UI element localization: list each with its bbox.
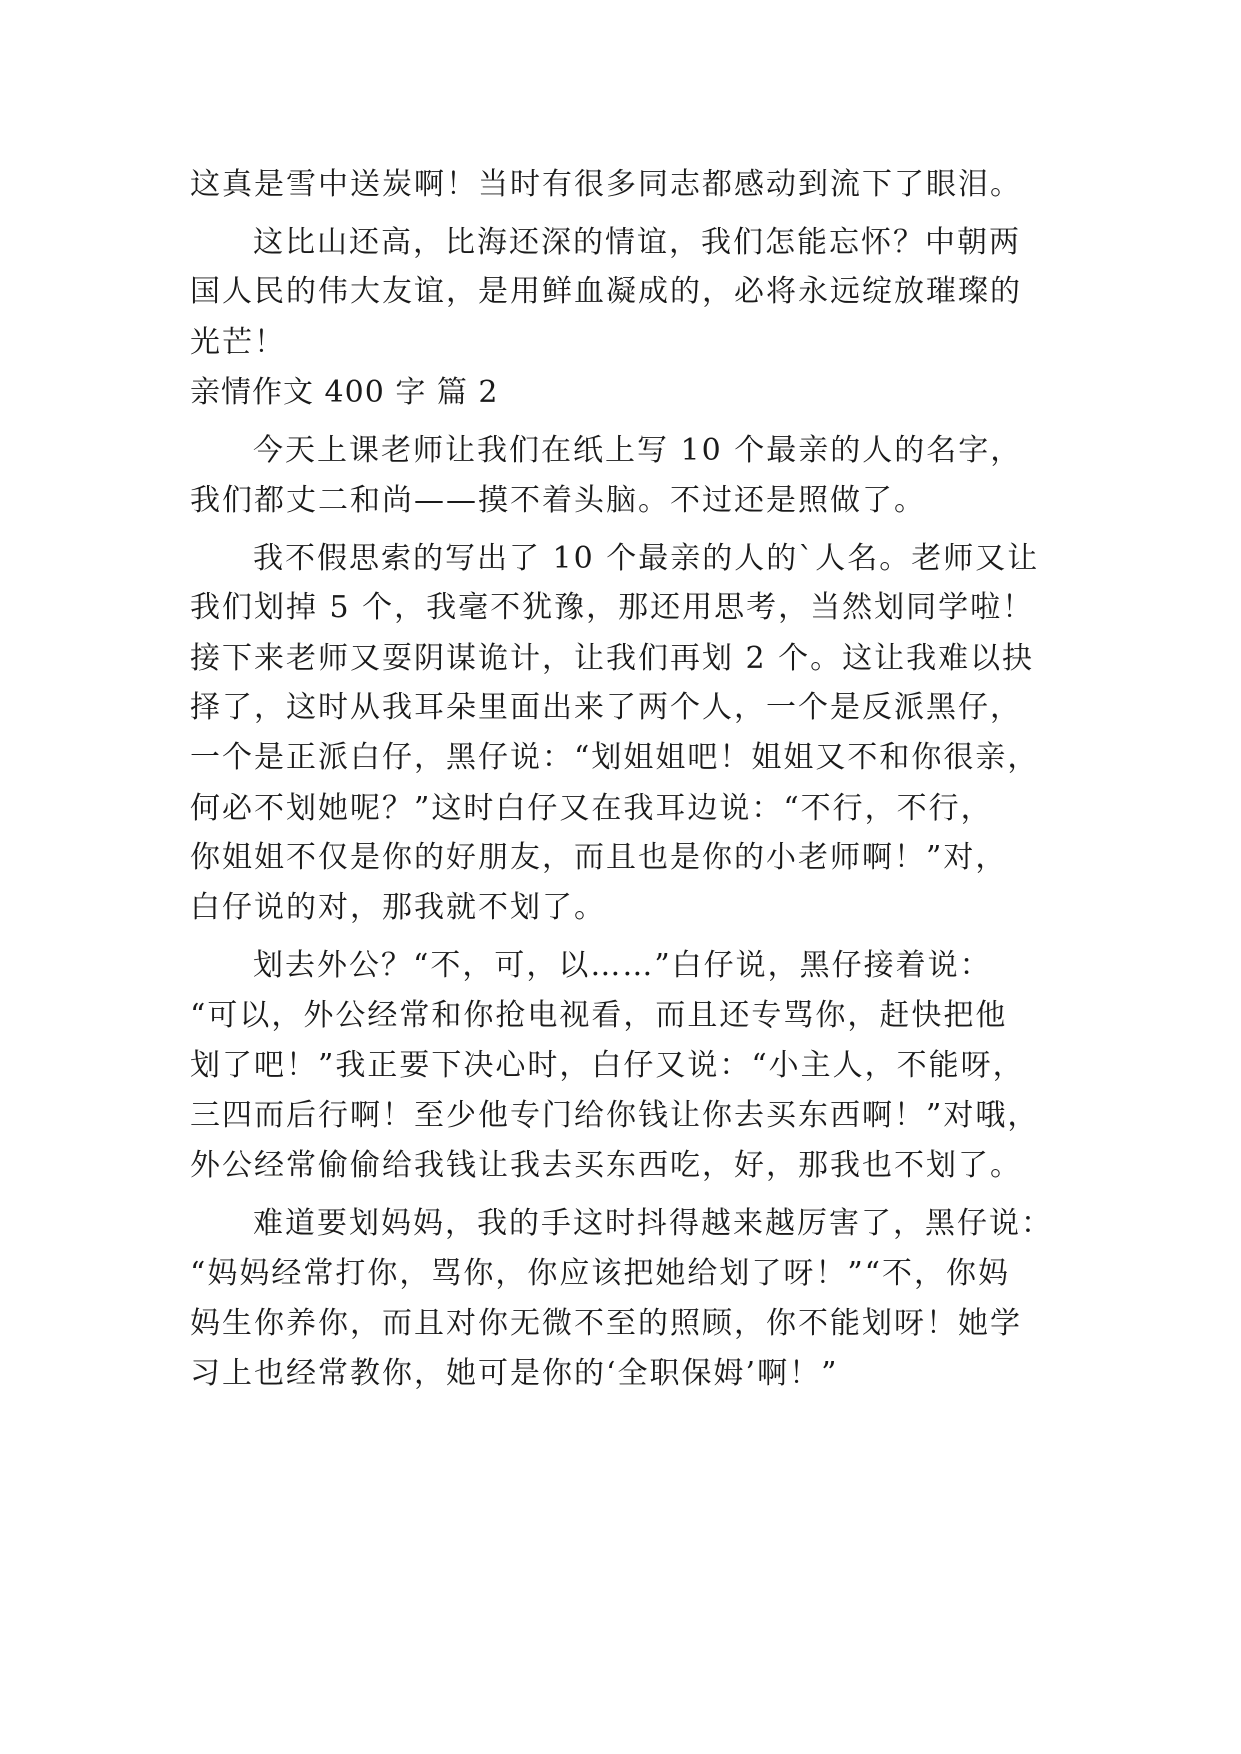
text-line: “可以，外公经常和你抢电视看，而且还专骂你，赶快把他	[190, 998, 1008, 1033]
text-line: 妈生你养你，而且对你无微不至的照顾，你不能划呀！她学	[190, 1306, 1022, 1341]
text-line: 国人民的伟大友谊，是用鲜血凝成的，必将永远绽放璀璨的	[190, 274, 1022, 309]
text-line: 何必不划她呢？”这时白仔又在我耳边说：“不行，不行，	[190, 791, 993, 826]
text-line: “妈妈经常打你，骂你，你应该把她给划了呀！”“不，你妈	[190, 1256, 1011, 1291]
text-line: 外公经常偷偷给我钱让我去买东西吃，好，那我也不划了。	[190, 1148, 1022, 1183]
text-line: 习上也经常教你，她可是你的‘全职保姆’啊！”	[190, 1356, 839, 1391]
section-heading: 亲情作文 400 字 篇 2	[190, 375, 499, 410]
paragraph-first-line: 今天上课老师让我们在纸上写 10 个最亲的人的名字，	[253, 433, 1023, 468]
paragraph-first-line: 我不假思索的写出了 10 个最亲的人的`人名。老师又让	[253, 541, 1040, 576]
text-line: 择了，这时从我耳朵里面出来了两个人，一个是反派黑仔，	[190, 690, 1022, 725]
text-line: 你姐姐不仅是你的好朋友，而且也是你的小老师啊！”对，	[190, 840, 1008, 875]
text-line: 一个是正派白仔，黑仔说：“划姐姐吧！姐姐又不和你很亲，	[190, 740, 1040, 775]
text-line: 光芒！	[190, 325, 286, 360]
text-line: 我们都丈二和尚——摸不着头脑。不过还是照做了。	[190, 483, 926, 518]
text-line: 白仔说的对，那我就不划了。	[190, 890, 606, 925]
text-line: 划了吧！”我正要下决心时，白仔又说：“小主人，不能呀，	[190, 1048, 1025, 1083]
text-line: 这真是雪中送炭啊！当时有很多同志都感动到流下了眼泪。	[190, 167, 1022, 202]
paragraph-first-line: 难道要划妈妈，我的手这时抖得越来越厉害了，黑仔说：	[253, 1206, 1053, 1241]
paragraph-first-line: 这比山还高，比海还深的情谊，我们怎能忘怀？中朝两	[253, 225, 1021, 260]
text-line: 接下来老师又耍阴谋诡计，让我们再划 2 个。这让我难以抉	[190, 641, 1035, 676]
paragraph-first-line: 划去外公？“不，可，以……”白仔说，黑仔接着说：	[253, 948, 992, 983]
text-line: 我们划掉 5 个，我毫不犹豫，那还用思考，当然划同学啦！	[190, 590, 1035, 625]
text-line: 三四而后行啊！至少他专门给你钱让你去买东西啊！”对哦，	[190, 1098, 1040, 1133]
